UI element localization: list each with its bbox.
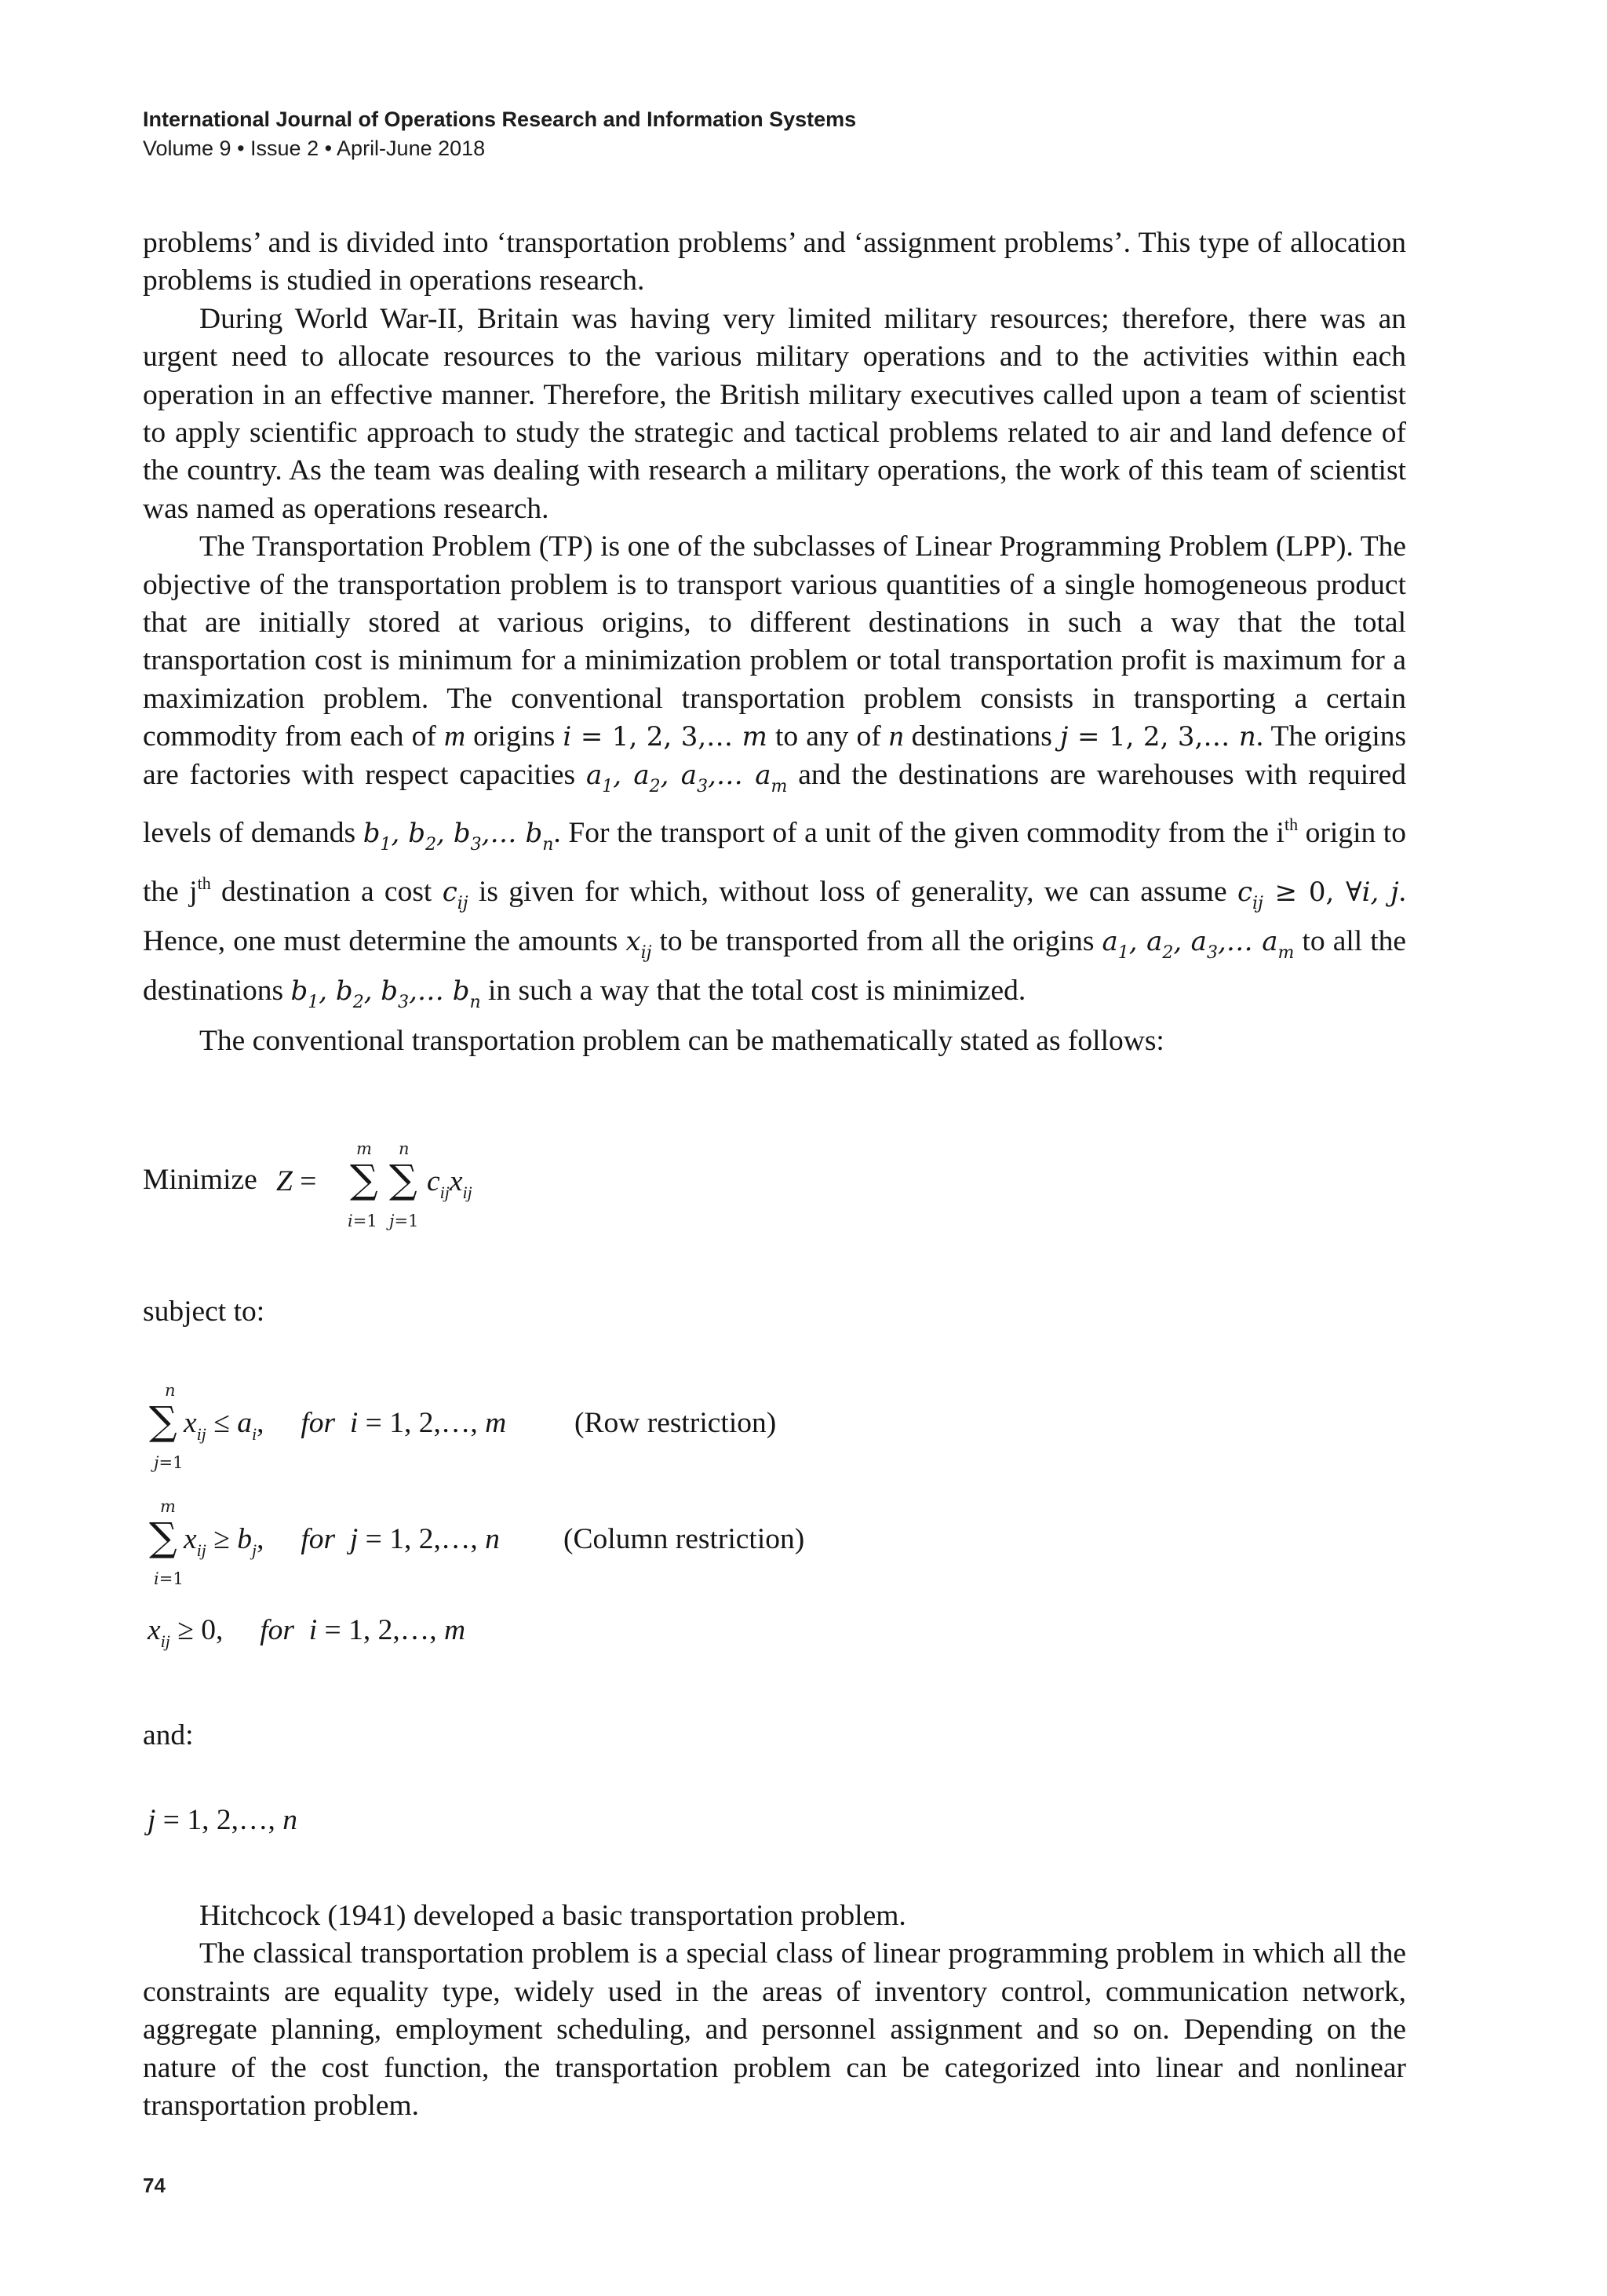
col-sum-symbol: ∑ [149, 1514, 177, 1560]
subject-to-label: subject to: [143, 1296, 265, 1328]
page-number: 74 [143, 2174, 166, 2197]
paragraph-classical-tp: The classical transportation problem is a special class of linear programming problem in which all the constraints are equality type, widely used in the areas of inventory control, communication network, aggregate planning, employment scheduling, and personnel assignment and so on. Depending on the nature of the cost function, the transportation problem can be categorized into linear and nonlinear transportation problem. [143, 1937, 1406, 2123]
formula-nonnegative-cost: $c_{ij} \ge 0$, ∀i, j [1237, 876, 1399, 913]
row-constraint-expression: $x_{ij} \le a_i$, for i = 1, 2,…, m [184, 1407, 507, 1444]
column-constraint-expression: $x_{ij} \ge b_j$, for j = 1, 2,…, n [184, 1523, 500, 1560]
nonnegativity-constraint: $x_{ij} \ge 0$, for i = 1, 2,…, m [148, 1614, 466, 1651]
paragraph-world-war: During World War-II, Britain was having very limited military resources; therefore, there was an urgent need to allocate resources to the various military operations and to the activities within each operation in an effective manner. Therefore, the British military executives called upon a team of scientist to apply scientific approach to study the strategic and tactical problems related to air and land defence of the country. As the team was dealing with research a military operations, the work of this team of scientist was named as operations research. [143, 302, 1406, 525]
formula-destination-index: j = 1, 2, 3,… n [1059, 721, 1256, 753]
objective-summand: $c_{ij}x_{ij}$ [427, 1165, 472, 1202]
lower-limit-i: i=1 [348, 1212, 377, 1230]
col-upper-limit: m [160, 1497, 176, 1516]
and-label: and: [143, 1719, 194, 1751]
paragraph-transportation-problem: The Transportation Problem (TP) is one of the subclasses of Linear Programming Problem (LPP). The objective of the transportation problem is to transport various quantities of a single homogeneous product that are initially stored at various origins, to different destinations in such a way that the total transportation cost is minimum for a minimization problem or total transportation profit is maximum for a maximization problem. The conventional transportation problem consists in transporting a certain commodity from each of m origins i = 1, 2, 3,… m to any of n destinations j = 1, 2, 3,… n. The origins are factories with respect capacities $a_1$, $a_2$, $a_3,\dots$ $a_m$ and the destinations are warehouses with required levels of demands $b_1$, $b_2$, $b_3,\dots$ $b_n$. For the transport of a unit of the given commodity from the $i^{th}$ origin to the $j^{th}$ destination a cost $c_{ij}$ is given for which, without loss of generality, we can assume $c_{ij} \ge 0$, ∀i, j. Hence, one must determine the amounts $x_{ij}$ to be transported from all the origins $a_1$, $a_2$, $a_3,\dots$ $a_m$ to all the destinations $b_1$, $b_2$, $b_3,\dots$ $b_n$ in such a way that the total cost is minimized. [143, 530, 1407, 1013]
minimize-label: Minimize [143, 1164, 257, 1196]
formula-capacities: $a_1$, $a_2$, $a_3,\dots$ $a_m$ [585, 759, 788, 796]
column-restriction-label: (Column restriction) [563, 1523, 805, 1555]
upper-limit-n: n [399, 1139, 410, 1158]
journal-issue: Volume 9 • Issue 2 • April-June 2018 [143, 137, 486, 160]
formula-cost: $c_{ij}$ [442, 876, 468, 913]
row-restriction-label: (Row restriction) [574, 1407, 777, 1439]
formula-origins-list: $a_1$, $a_2$, $a_3,\dots$ $a_m$ [1102, 925, 1295, 963]
upper-limit-m: m [356, 1139, 372, 1158]
col-lower-limit: i=1 [154, 1569, 184, 1588]
index-range-j: j = 1, 2,…, n [148, 1804, 297, 1836]
formula-origin-index: i = 1, 2, 3,… m [563, 721, 767, 753]
row-lower-limit: j=1 [154, 1453, 184, 1472]
objective-lhs: Z = [276, 1165, 317, 1197]
body-text-lower [143, 1897, 1406, 2125]
formula-amounts: $x_{ij}$ [625, 925, 652, 963]
paragraph-stated-as-follows: The conventional transportation problem can be mathematically stated as follows: [199, 1024, 1164, 1057]
sum-symbol-j: ∑ [389, 1157, 417, 1202]
row-upper-limit: n [165, 1381, 176, 1400]
row-sum-symbol: ∑ [149, 1398, 177, 1444]
running-header [143, 105, 856, 163]
lower-limit-j: j=1 [389, 1212, 419, 1230]
body-text-upper [143, 224, 1406, 1060]
formula-demands: $b_1$, $b_2$, $b_3,\dots$ $b_n$ [363, 818, 554, 855]
paragraph-hitchcock: Hitchcock (1941) developed a basic transportation problem. [199, 1900, 906, 1932]
sum-symbol-i: ∑ [350, 1157, 378, 1202]
journal-title: International Journal of Operations Research and Information Systems [143, 108, 857, 131]
formula-destinations-list: $b_1$, $b_2$, $b_3,\dots$ $b_n$ [290, 975, 481, 1013]
paragraph-continuation: problems’ and is divided into ‘transportation problems’ and ‘assignment problems’. This type of allocation problems is studied in operations research. [143, 227, 1406, 297]
